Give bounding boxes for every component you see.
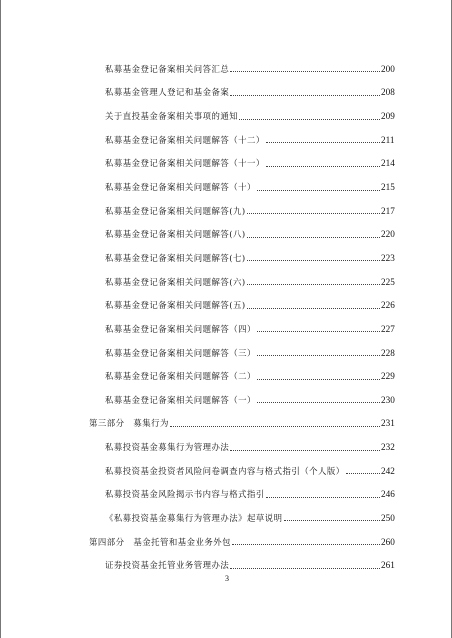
toc-entry-page: 209	[381, 111, 395, 122]
dot-leader	[247, 260, 380, 261]
toc-entry-title: 私募基金登记备案相关问题解答（十二）	[105, 134, 265, 145]
toc-section-entry[interactable]	[1, 530, 452, 554]
dot-leader	[230, 95, 380, 96]
toc-entry-page: 227	[381, 323, 395, 334]
toc-entry-title: 私募基金登记备案相关问题解答（一）	[105, 394, 256, 405]
toc-entry-page: 217	[381, 205, 395, 216]
dot-leader	[257, 355, 380, 356]
toc-entry-title: 私募基金登记备案相关问题解答（十一）	[105, 158, 265, 169]
toc-entry-title: 关于直投基金备案相关事项的通知	[105, 111, 239, 122]
toc-entry-title: 私募基金登记备案相关问题解答(八)	[105, 229, 246, 240]
dot-leader	[257, 402, 380, 403]
table-of-contents	[1, 57, 452, 577]
toc-entry-title: 私募基金登记备案相关问题解答（二）	[105, 371, 256, 382]
toc-entry-page: 220	[381, 229, 395, 240]
dot-leader	[230, 71, 380, 72]
toc-entry-title: 第四部分 基金托管和基金业务外包	[89, 536, 231, 547]
dot-leader	[247, 308, 380, 309]
dot-leader	[230, 450, 380, 451]
toc-entry[interactable]	[1, 104, 452, 128]
toc-entry[interactable]	[1, 175, 452, 199]
dot-leader	[257, 379, 380, 380]
toc-entry-title: 私募基金登记备案相关问题解答(九)	[105, 205, 246, 216]
toc-entry[interactable]	[1, 293, 452, 317]
dot-leader	[170, 426, 380, 427]
toc-entry-page: 229	[381, 371, 395, 382]
toc-entry-title: 私募基金管理人登记和基金备案	[105, 87, 230, 98]
toc-entry-page: 230	[381, 394, 395, 405]
toc-entry-page: 228	[381, 347, 395, 358]
toc-entry[interactable]	[1, 270, 452, 294]
toc-entry-title: 私募基金登记备案相关问题解答(六)	[105, 276, 246, 287]
toc-entry-page: 242	[381, 465, 395, 476]
toc-entry-page: 260	[381, 536, 395, 547]
toc-entry[interactable]	[1, 341, 452, 365]
toc-entry[interactable]	[1, 506, 452, 530]
toc-entry-title: 私募投资基金风险揭示书内容与格式指引	[105, 489, 265, 500]
toc-entry[interactable]	[1, 128, 452, 152]
dot-leader	[257, 331, 380, 332]
toc-entry-title: 私募基金登记备案相关问答汇总	[105, 63, 230, 74]
toc-entry[interactable]	[1, 222, 452, 246]
toc-entry-title: 私募投资基金募集行为管理办法	[105, 442, 230, 453]
toc-entry[interactable]	[1, 317, 452, 341]
toc-entry-page: 246	[381, 489, 395, 500]
toc-entry-title: 私募基金登记备案相关问题解答（四）	[105, 323, 256, 334]
dot-leader	[232, 544, 380, 545]
toc-entry-page: 215	[381, 182, 395, 193]
toc-entry[interactable]	[1, 152, 452, 176]
toc-entry[interactable]	[1, 364, 452, 388]
toc-entry[interactable]	[1, 199, 452, 223]
toc-entry-page: 250	[381, 512, 395, 523]
dot-leader	[266, 497, 380, 498]
toc-entry-page: 208	[381, 87, 395, 98]
dot-leader	[266, 142, 380, 143]
toc-entry-page: 200	[381, 63, 395, 74]
toc-entry-page: 231	[381, 418, 395, 429]
toc-entry[interactable]	[1, 57, 452, 81]
toc-entry-title: 私募基金登记备案相关问题解答(五)	[105, 300, 246, 311]
toc-entry-title: 私募投资基金投资者风险问卷调查内容与格式指引（个人版）	[105, 465, 345, 476]
toc-section-entry[interactable]	[1, 412, 452, 436]
toc-entry[interactable]	[1, 81, 452, 105]
toc-entry[interactable]	[1, 435, 452, 459]
dot-leader	[266, 166, 380, 167]
dot-leader	[247, 284, 380, 285]
toc-entry[interactable]	[1, 246, 452, 270]
dot-leader	[257, 190, 380, 191]
dot-leader	[247, 213, 380, 214]
toc-entry-page: 232	[381, 442, 395, 453]
toc-entry-title: 《私募投资基金募集行为管理办法》起草说明	[105, 512, 283, 523]
toc-entry-page: 225	[381, 276, 395, 287]
toc-entry-page: 226	[381, 300, 395, 311]
toc-entry[interactable]	[1, 388, 452, 412]
toc-entry[interactable]	[1, 483, 452, 507]
dot-leader	[346, 473, 380, 474]
dot-leader	[239, 119, 380, 120]
toc-entry-page: 214	[381, 158, 395, 169]
toc-entry-title: 第三部分 募集行为	[89, 418, 169, 429]
page-number: 3	[225, 574, 229, 583]
toc-entry-title: 私募基金登记备案相关问题解答(七)	[105, 252, 246, 263]
toc-entry-title: 私募基金登记备案相关问题解答（三）	[105, 347, 256, 358]
toc-entry-page: 211	[381, 134, 395, 145]
dot-leader	[247, 237, 380, 238]
toc-entry-title: 证券投资基金托管业务管理办法	[105, 560, 230, 571]
toc-entry-title: 私募基金登记备案相关问题解答（十）	[105, 182, 256, 193]
toc-entry[interactable]	[1, 459, 452, 483]
dot-leader	[284, 520, 381, 521]
toc-entry-page: 261	[381, 560, 395, 571]
dot-leader	[230, 568, 380, 569]
toc-entry-page: 223	[381, 252, 395, 263]
